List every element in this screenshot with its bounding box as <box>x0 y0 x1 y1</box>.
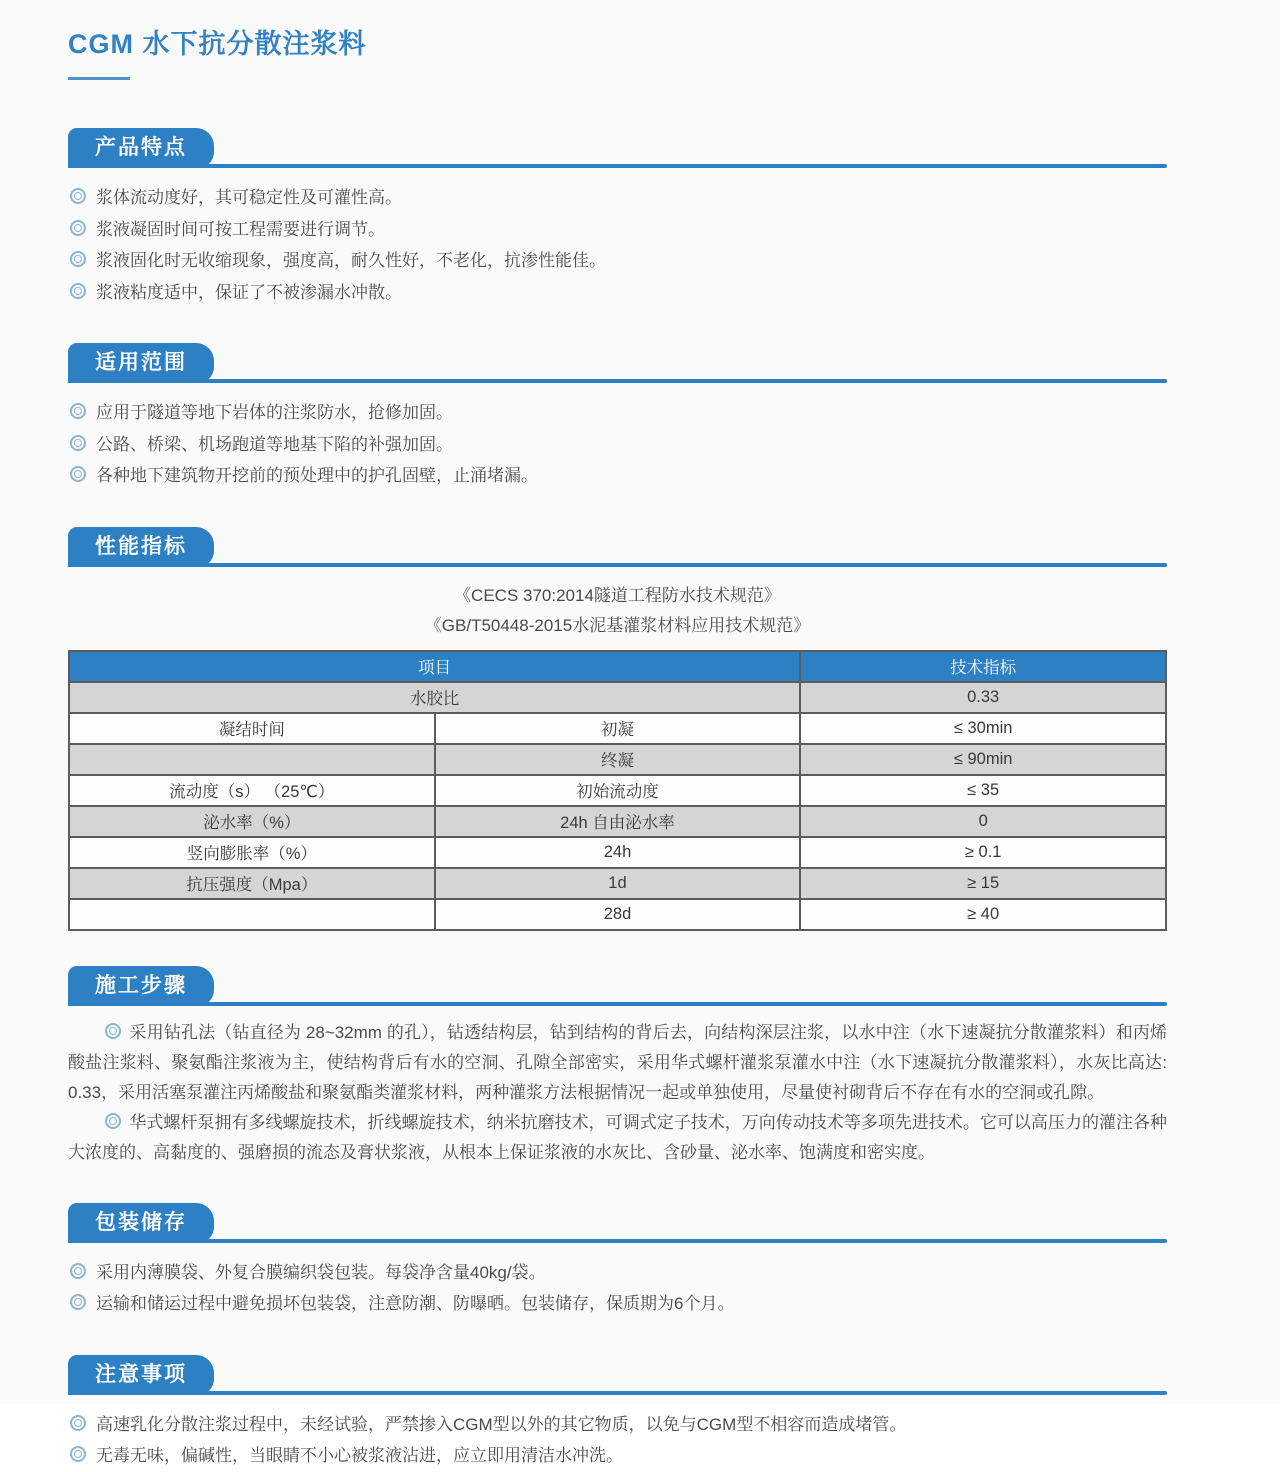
scope-text: 应用于隧道等地下岩体的注浆防水，抢修加固。 <box>96 403 453 422</box>
section-head-scope <box>68 343 1167 383</box>
table-cell-item: 凝结时间 <box>69 713 435 744</box>
table-cell-value: 0 <box>800 806 1166 837</box>
list-item <box>70 214 1167 246</box>
bullet-icon <box>105 1023 121 1039</box>
bullet-icon <box>70 1415 86 1431</box>
table-cell-value: ≥ 15 <box>800 868 1166 899</box>
section-head-notes <box>68 1355 1167 1395</box>
construction-paragraphs <box>68 1018 1167 1168</box>
section-heading-badge: 施工步骤 <box>68 966 214 1006</box>
note-text: 高速乳化分散注浆过程中，未经试验，严禁掺入CGM型以外的其它物质，以免与CGM型不相容而造成堵管。 <box>96 1414 907 1434</box>
section-performance <box>68 527 1167 931</box>
list-item <box>70 429 1167 461</box>
bullet-icon <box>70 403 86 419</box>
bullet-icon <box>70 251 86 267</box>
bullet-icon <box>70 283 86 299</box>
paragraph-text: 采用钻孔法（钻直径为 28~32mm 的孔），钻透结构层，钻到结构的背后去，向结构深层注浆，以水中注（水下速凝抗分散灌浆料）和丙烯酸盐注浆料、聚氨酯注浆液为主，使结构背后有水的空洞、孔隙全部密实，采用华式螺杆灌浆泵灌水中注（水下速凝抗分散灌浆料），水灰比高达: 0.33，采用活塞泵灌注丙烯酸盐和聚氨酯类灌浆材料，两种灌浆方法根据情况一起或单独使用，尽量使衬砌背后不存在有水的空洞或孔隙。 <box>68 1022 1167 1102</box>
paragraph-text: 华式螺杆泵拥有多线螺旋技术，折线螺旋技术，纳米抗磨技术，可调式定子技术，万向传动技术等多项先进技术。它可以高压力的灌注各种大浓度的、高黏度的、强磨损的流态及膏状浆液，从根本上保证浆液的水灰比、含砂量、泌水率、饱满度和密实度。 <box>68 1112 1167 1162</box>
section-head-construction <box>68 966 1167 1006</box>
table-row <box>69 837 1166 868</box>
standard-reference: 《CECS 370:2014隧道工程防水技术规范》 <box>454 585 781 605</box>
table-cell-value: ≤ 90min <box>800 744 1166 775</box>
section-heading-badge: 性能指标 <box>68 527 214 567</box>
section-head-features <box>68 128 1167 168</box>
table-row <box>69 713 1166 744</box>
table-cell-value: ≥ 40 <box>800 899 1166 930</box>
bullet-icon <box>70 1446 86 1462</box>
feature-text: 浆液粘度适中，保证了不被渗漏水冲散。 <box>96 282 402 302</box>
table-cell-sub: 初凝 <box>435 713 801 744</box>
table-row <box>69 744 1166 775</box>
section-rule <box>68 1002 1167 1006</box>
standard-reference: 《GB/T50448-2015水泥基灌浆材料应用技术规范》 <box>424 615 811 635</box>
construction-paragraph <box>68 1018 1167 1108</box>
performance-table <box>68 650 1167 931</box>
list-item <box>70 1288 1167 1320</box>
notes-list <box>68 1409 1167 1472</box>
table-row <box>69 682 1166 713</box>
section-construction <box>68 966 1167 1168</box>
section-notes <box>68 1355 1167 1472</box>
packaging-text: 运输和储运过程中避免损坏包装袋，注意防潮、防曝晒。包装储存，保质期为6个月。 <box>96 1294 735 1313</box>
table-cell-item: 泌水率（%） <box>69 806 435 837</box>
bullet-icon <box>70 1294 86 1310</box>
table-cell-item <box>69 744 435 775</box>
table-cell-item: 抗压强度（Mpa） <box>69 868 435 899</box>
section-rule <box>68 563 1167 567</box>
table-cell-value: ≥ 0.1 <box>800 837 1166 868</box>
table-header-cell: 项目 <box>69 651 800 682</box>
section-scope <box>68 343 1167 492</box>
feature-text: 浆体流动度好，其可稳定性及可灌性高。 <box>96 188 402 207</box>
table-cell-sub: 28d <box>435 899 801 930</box>
table-row <box>69 868 1166 899</box>
scope-text: 各种地下建筑物开挖前的预处理中的护孔固壁，止涌堵漏。 <box>96 466 538 485</box>
table-cell-sub: 初始流动度 <box>435 775 801 806</box>
section-head-packaging <box>68 1203 1167 1243</box>
bullet-icon <box>70 1263 86 1279</box>
title-underline <box>68 77 130 80</box>
section-heading-badge: 产品特点 <box>68 128 214 168</box>
table-cell-sub: 1d <box>435 868 801 899</box>
section-rule <box>68 1239 1167 1243</box>
scope-text: 公路、桥梁、机场跑道等地基下陷的补强加固。 <box>96 434 453 454</box>
list-item <box>70 182 1167 214</box>
bullet-icon <box>70 435 86 451</box>
list-item <box>70 397 1167 429</box>
table-cell-value: ≤ 35 <box>800 775 1166 806</box>
table-cell-value: ≤ 30min <box>800 713 1166 744</box>
section-rule <box>68 164 1167 168</box>
packaging-text: 采用内薄膜袋、外复合膜编织袋包装。每袋净含量40kg/袋。 <box>96 1262 546 1282</box>
list-item <box>70 1409 1167 1441</box>
section-rule <box>68 379 1167 383</box>
section-heading-badge: 注意事项 <box>68 1355 214 1395</box>
table-row <box>69 775 1166 806</box>
table-cell-sub: 24h 自由泌水率 <box>435 806 801 837</box>
features-list <box>68 182 1167 308</box>
standards-block <box>68 581 1167 641</box>
scope-list <box>68 397 1167 492</box>
table-row <box>69 806 1166 837</box>
bullet-icon <box>70 220 86 236</box>
section-heading-badge: 包装储存 <box>68 1203 214 1243</box>
bullet-icon <box>105 1113 121 1129</box>
table-cell-sub: 终凝 <box>435 744 801 775</box>
feature-text: 浆液固化时无收缩现象，强度高，耐久性好，不老化，抗渗性能佳。 <box>96 251 606 270</box>
packaging-list <box>68 1257 1167 1320</box>
table-cell-value: 0.33 <box>800 682 1166 713</box>
construction-paragraph <box>68 1108 1167 1168</box>
feature-text: 浆液凝固时间可按工程需要进行调节。 <box>96 219 385 239</box>
note-text: 无毒无味，偏碱性，当眼睛不小心被浆液沾进，应立即用清洁水冲洗。 <box>96 1446 623 1465</box>
list-item <box>70 245 1167 277</box>
section-features <box>68 128 1167 308</box>
section-head-performance <box>68 527 1167 567</box>
list-item <box>70 277 1167 309</box>
table-cell-item: 水胶比 <box>69 682 800 713</box>
table-header-cell: 技术指标 <box>800 651 1166 682</box>
section-heading-badge: 适用范围 <box>68 343 214 383</box>
section-packaging <box>68 1203 1167 1320</box>
table-cell-item: 流动度（s） （25℃） <box>69 775 435 806</box>
table-cell-sub: 24h <box>435 837 801 868</box>
list-item <box>70 460 1167 492</box>
list-item <box>70 1257 1167 1289</box>
list-item <box>70 1440 1167 1472</box>
table-cell-item <box>69 899 435 930</box>
section-rule <box>68 1391 1167 1395</box>
table-cell-item: 竖向膨胀率（%） <box>69 837 435 868</box>
table-row <box>69 899 1166 930</box>
bullet-icon <box>70 188 86 204</box>
page-title: CGM 水下抗分散注浆料 <box>68 29 367 59</box>
bullet-icon <box>70 466 86 482</box>
table-header-row <box>69 651 1166 682</box>
